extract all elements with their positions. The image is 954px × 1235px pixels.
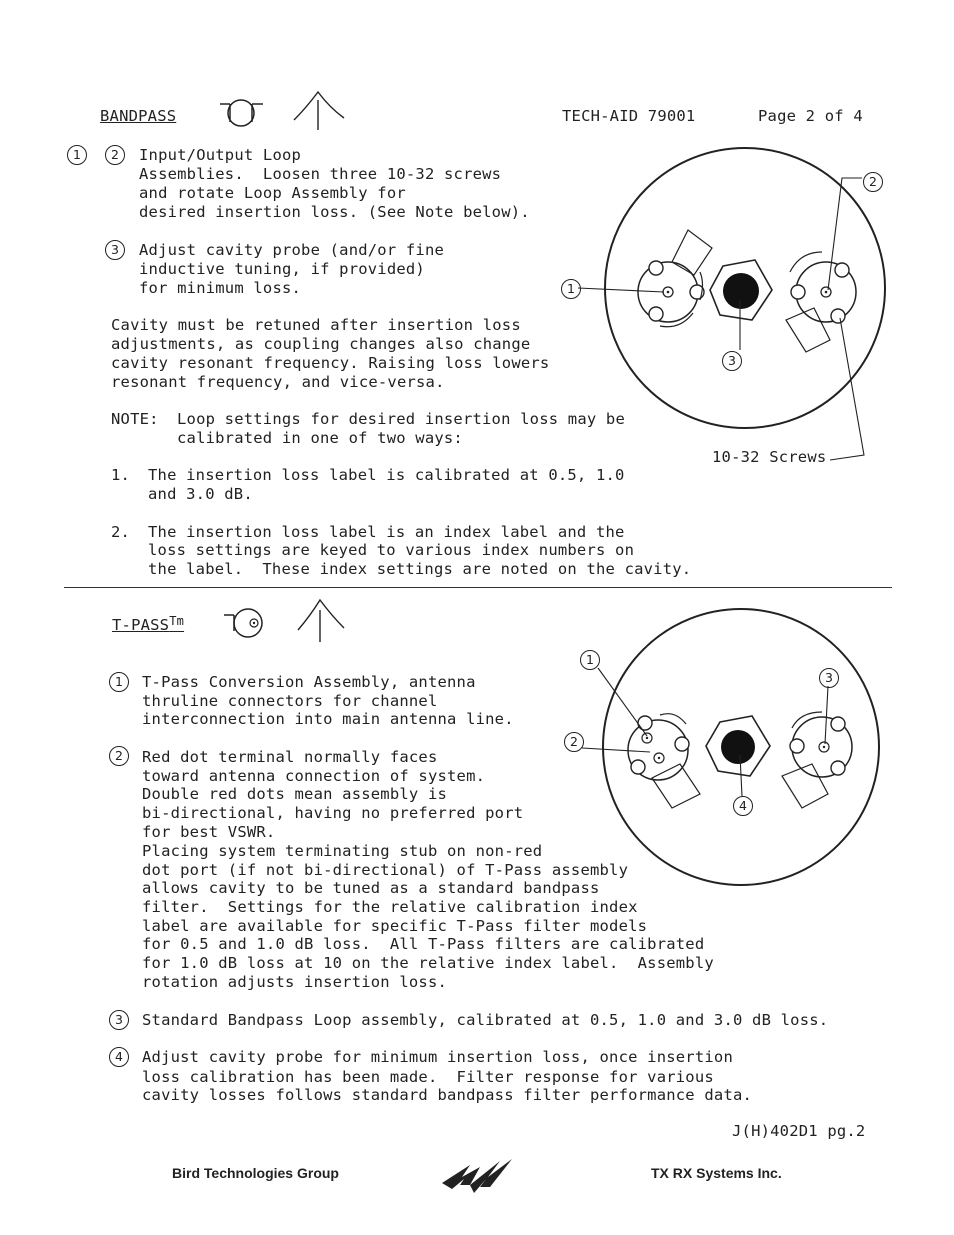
list-line: loss settings are keyed to various index numbers on [148, 541, 635, 559]
tpass-heading: $T-PASS^{Tm}$ [112, 614, 185, 634]
company-logo [440, 1155, 516, 1197]
bandpass-diagram-marker-3: 3 [722, 351, 742, 371]
tpass-item2-line: rotation adjusts insertion loss. [142, 973, 448, 991]
note-line: Loop settings for desired insertion loss may be [177, 410, 625, 428]
marker-2: 2 [105, 145, 125, 165]
bandpass-heading: BANDPASS [100, 107, 177, 125]
doc-id: TECH-AID 79001 [562, 107, 696, 125]
tpass-diagram-marker-1: 1 [580, 650, 600, 670]
tpass-item1-line: interconnection into main antenna line. [142, 710, 514, 728]
bandpass-item12-line: desired insertion loss. (See Note below). [139, 203, 530, 221]
bandpass-item12-line: Input/Output Loop [139, 146, 302, 164]
tpass-item2-line: toward antenna connection of system. [142, 767, 486, 785]
tpass-item2-line: allows cavity to be tuned as a standard bandpass [142, 879, 600, 897]
tpass-item2-line: label are available for specific T-Pass filter models [142, 917, 648, 935]
tpass-item2-line: Red dot terminal normally faces [142, 748, 438, 766]
tpass-marker-4: 4 [109, 1047, 129, 1067]
screws-label: 10-32 Screws [712, 448, 827, 466]
list-number: 2. [111, 523, 131, 541]
tpass-marker-1: 1 [109, 672, 129, 692]
tpass-item2-line: for 1.0 dB loss at 10 on the relative index label. Assembly [142, 954, 714, 972]
list-line: and 3.0 dB. [148, 485, 253, 503]
cavity-text-line: adjustments, as coupling changes also change [111, 335, 531, 353]
tpass-item4-line: cavity losses follows standard bandpass filter performance data. [142, 1086, 753, 1104]
note-label: NOTE: [111, 410, 159, 428]
marker-1: 1 [67, 145, 87, 165]
bandpass-item12-line: and rotate Loop Assembly for [139, 184, 406, 202]
tpass-item2-line: for best VSWR. [142, 823, 276, 841]
tpass-item2-line: Placing system terminating stub on non-red [142, 842, 543, 860]
tpass-item4-line: loss calibration has been made. Filter response for various [142, 1068, 714, 1086]
marker-3: 3 [105, 240, 125, 260]
tpass-marker-3: 3 [109, 1010, 129, 1030]
list-line: the label. These index settings are noted on the cavity. [148, 560, 692, 578]
list-number: 1. [111, 466, 131, 484]
tpass-item4-line: Adjust cavity probe for minimum insertion loss, once insertion [142, 1048, 733, 1066]
tpass-item2-line: bi-directional, having no preferred port [142, 804, 524, 822]
tpass-item1-line: T-Pass Conversion Assembly, antenna [142, 673, 476, 691]
cavity-text-line: resonant frequency, and vice-versa. [111, 373, 445, 391]
tpass-item3-text: Standard Bandpass Loop assembly, calibrated at 0.5, 1.0 and 3.0 dB loss. [142, 1011, 829, 1029]
footer-left-company: Bird Technologies Group [172, 1165, 339, 1181]
tpass-item2-line: filter. Settings for the relative calibration index [142, 898, 638, 916]
tpass-item2-line: Double red dots mean assembly is [142, 785, 448, 803]
bandpass-diagram-marker-1: 1 [561, 279, 581, 299]
bandpass-item3-line: Adjust cavity probe (and/or fine [139, 241, 445, 259]
tpass-marker-2: 2 [109, 746, 129, 766]
tpass-diagram-marker-4: 4 [733, 796, 753, 816]
tpass-item1-line: thruline connectors for channel [142, 692, 438, 710]
footer-right-company: TX RX Systems Inc. [651, 1165, 782, 1181]
tpass-diagram-marker-3: 3 [819, 668, 839, 688]
tpass-diagram-marker-2: 2 [564, 732, 584, 752]
note-line: calibrated in one of two ways: [177, 429, 463, 447]
bandpass-diagram-marker-2: 2 [863, 172, 883, 192]
bandpass-item3-line: inductive tuning, if provided) [139, 260, 425, 278]
bandpass-item12-line: Assemblies. Loosen three 10-32 screws [139, 165, 502, 183]
doc-reference: J(H)402D1 pg.2 [732, 1122, 866, 1140]
tpass-item2-line: dot port (if not bi-directional) of T-Pass assembly [142, 861, 629, 879]
bandpass-item3-line: for minimum loss. [139, 279, 302, 297]
list-line: The insertion loss label is calibrated at 0.5, 1.0 [148, 466, 625, 484]
tpass-item2-line: for 0.5 and 1.0 dB loss. All T-Pass filters are calibrated [142, 935, 705, 953]
list-line: The insertion loss label is an index label and the [148, 523, 625, 541]
page-number: Page 2 of 4 [758, 107, 863, 125]
cavity-text-line: Cavity must be retuned after insertion loss [111, 316, 521, 334]
cavity-text-line: cavity resonant frequency. Raising loss lowers [111, 354, 550, 372]
